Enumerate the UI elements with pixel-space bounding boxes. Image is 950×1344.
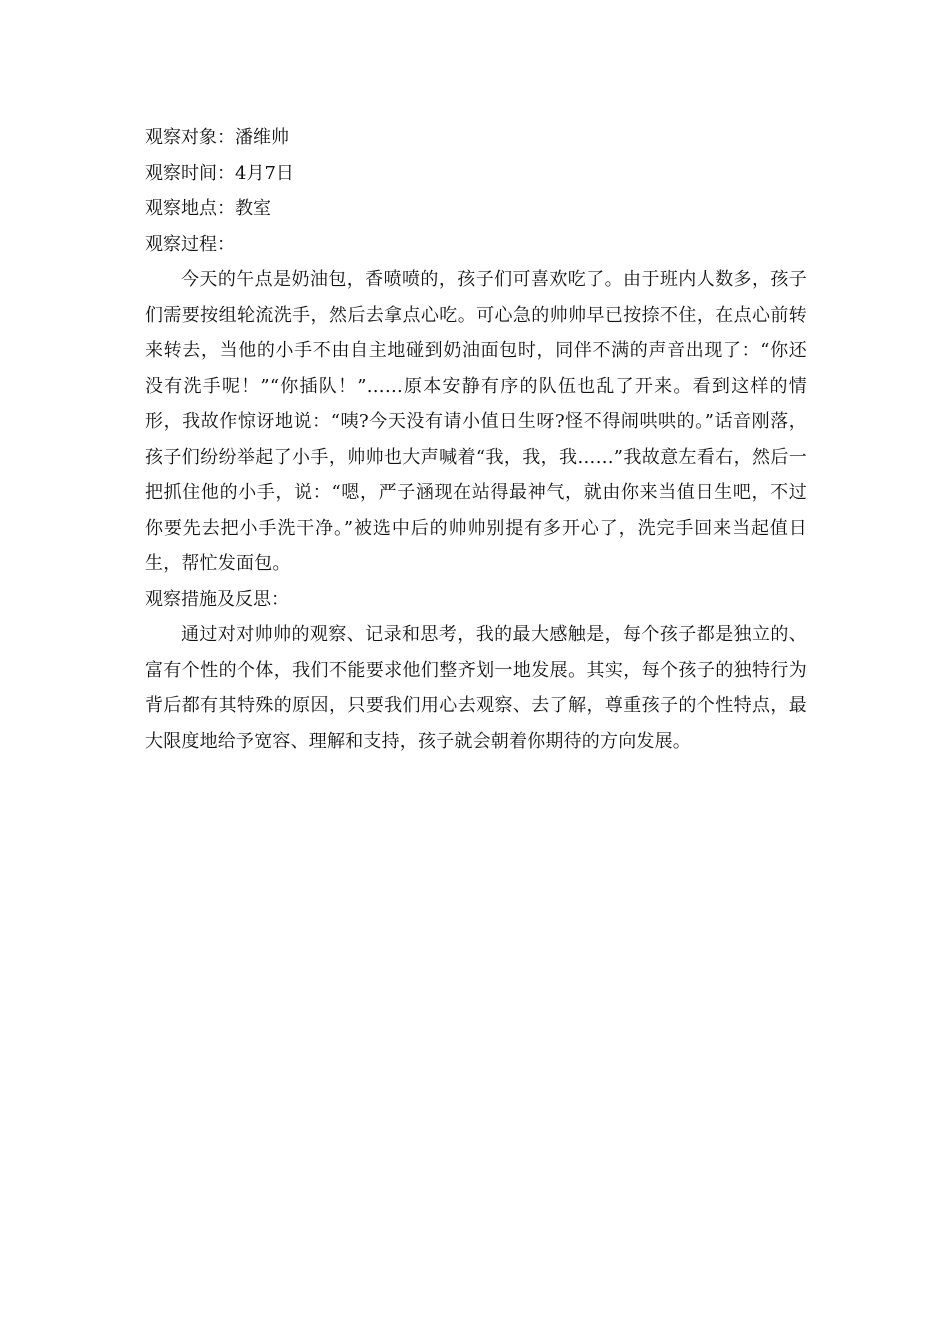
process-paragraph: 今天的午点是奶油包，香喷喷的，孩子们可喜欢吃了。由于班内人数多，孩子们需要按组轮流洗手，然后去拿点心吃。可心急的帅帅早已按捺不住，在点心前转来转去，当他的小手不由自主地碰到奶油面包时，同伴不满的声音出现了：“你还没有洗手呢！”“你插队！”……原本安静有序的队伍也乱了开来。看到这样的情形，我故作惊讶地说：“咦?今天没有请小值日生呀?怪不得闹哄哄的。”话音刚落，孩子们纷纷举起了小手，帅帅也大声喊着“我，我，我……”我故意左看右，然后一把抓住他的小手，说：“嗯，严子涵现在站得最神气，就由你来当值日生吧，不过你要先去把小手洗干净。”被选中后的帅帅别提有多开心了，洗完手回来当起值日生，帮忙发面包。 bbox=[145, 269, 807, 574]
observation-location: 观察地点：教室 bbox=[145, 198, 271, 219]
reflection-paragraph: 通过对对帅帅的观察、记录和思考，我的最大感触是，每个孩子都是独立的、富有个性的个体，我们不能要求他们整齐划一地发展。其实，每个孩子的独特行为背后都有其特殊的原因，只要我们用心去观察、去了解，尊重孩子的个性特点，最大限度地给予宽容、理解和支持，孩子就会朝着你期待的方向发展。 bbox=[145, 624, 807, 752]
document-body bbox=[145, 120, 807, 759]
observation-time: 观察时间：4月7日 bbox=[145, 162, 294, 184]
reflection-heading: 观察措施及反思： bbox=[145, 588, 289, 610]
observation-subject: 观察对象：潘维帅 bbox=[145, 127, 289, 148]
process-heading: 观察过程： bbox=[145, 233, 235, 255]
